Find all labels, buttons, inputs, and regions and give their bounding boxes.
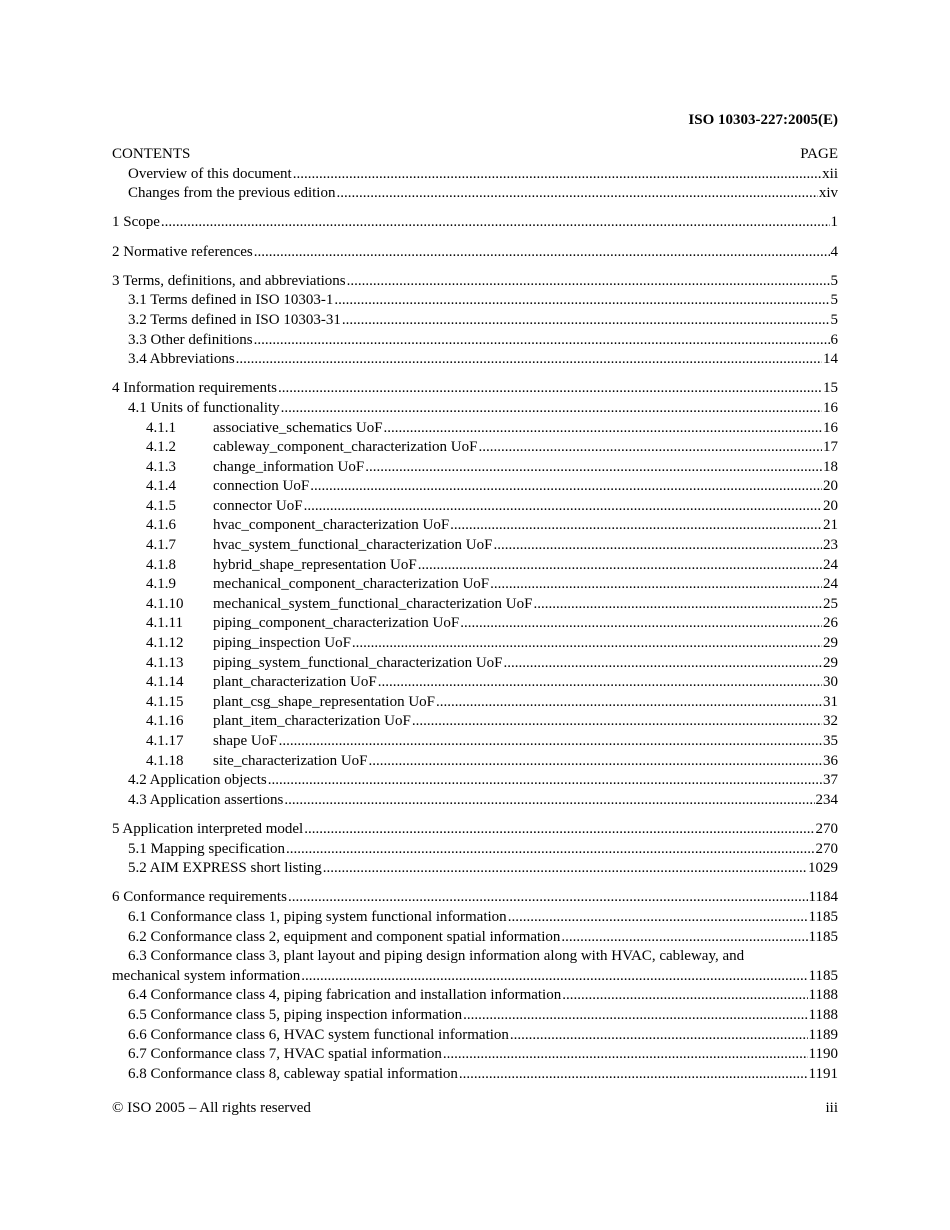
toc-entry-6-5[interactable]: 6.5 Conformance class 5, piping inspection information ..... 1188	[112, 1006, 838, 1026]
toc-entry-5-1[interactable]: 5.1 Mapping specification ..... 270	[112, 840, 838, 860]
toc-entry-4-2[interactable]: 4.2 Application objects ..... 37	[112, 771, 838, 791]
toc-entry-4[interactable]: 4 Information requirements ..... 15	[112, 379, 838, 399]
toc-entry-6-6[interactable]: 6.6 Conformance class 6, HVAC system functional information ..... 1189	[112, 1026, 838, 1046]
toc-entry-6-4[interactable]: 6.4 Conformance class 4, piping fabrication and installation information ..... 1188	[112, 986, 838, 1006]
toc-entry-uof[interactable]: 4.1.16 plant_item_characterization UoF ..... 32	[112, 712, 838, 732]
toc-entry-uof[interactable]: 4.1.10 mechanical_system_functional_characterization UoF ..... 25	[112, 595, 838, 615]
toc-entry-6-3-line1: 6.3 Conformance class 3, plant layout and piping design information along with HVAC, cableway, and	[128, 948, 745, 965]
copyright-notice: © ISO 2005 – All rights reserved	[112, 1100, 311, 1116]
toc-entry-uof[interactable]: 4.1.4 connection UoF ..... 20	[112, 477, 838, 497]
toc-entry-6[interactable]: 6 Conformance requirements ..... 1184	[112, 888, 838, 908]
table-of-contents	[112, 145, 838, 1084]
toc-entry-uof[interactable]: 4.1.12 piping_inspection UoF ..... 29	[112, 634, 838, 654]
toc-entry-uof[interactable]: 4.1.1 associative_schematics UoF ..... 16	[112, 419, 838, 439]
toc-entry-uof[interactable]: 4.1.11 piping_component_characterization UoF ..... 26	[112, 614, 838, 634]
toc-entry-3-4[interactable]: 3.4 Abbreviations ..... 14	[112, 350, 838, 370]
toc-entry-uof[interactable]: 4.1.15 plant_csg_shape_representation UoF ..... 31	[112, 693, 838, 713]
toc-entry-uof[interactable]: 4.1.8 hybrid_shape_representation UoF ..... 24	[112, 556, 838, 576]
toc-entry-uof[interactable]: 4.1.18 site_characterization UoF ..... 36	[112, 752, 838, 772]
toc-entry-6-3-line2: mechanical system information ..... 1185	[112, 967, 838, 987]
toc-entry-6-7[interactable]: 6.7 Conformance class 7, HVAC spatial information ..... 1190	[112, 1045, 838, 1065]
toc-entry-6-2[interactable]: 6.2 Conformance class 2, equipment and component spatial information ..... 1185	[112, 928, 838, 948]
toc-entry-uof[interactable]: 4.1.3 change_information UoF ..... 18	[112, 458, 838, 478]
toc-entry-uof[interactable]: 4.1.9 mechanical_component_characterization UoF ..... 24	[112, 575, 838, 595]
toc-entry-uof[interactable]: 4.1.5 connector UoF ..... 20	[112, 497, 838, 517]
toc-entry-2[interactable]: 2 Normative references ..... 4	[112, 243, 838, 263]
toc-entry-4-1[interactable]: 4.1 Units of functionality ..... 16	[112, 399, 838, 419]
toc-entry-3-1[interactable]: 3.1 Terms defined in ISO 10303-1 ..... 5	[112, 291, 838, 311]
toc-entry-uof[interactable]: 4.1.2 cableway_component_characterization UoF ..... 17	[112, 438, 838, 458]
toc-header	[112, 145, 838, 165]
toc-entry-changes[interactable]: Changes from the previous edition ..... xiv	[112, 184, 838, 204]
toc-entry-uof[interactable]: 4.1.6 hvac_component_characterization UoF ..... 21	[112, 516, 838, 536]
toc-entry-uof[interactable]: 4.1.13 piping_system_functional_characterization UoF ..... 29	[112, 654, 838, 674]
toc-entry-6-3[interactable]	[112, 947, 838, 986]
toc-entry-6-8[interactable]: 6.8 Conformance class 8, cableway spatial information ..... 1191	[112, 1065, 838, 1085]
page-footer	[112, 1099, 838, 1118]
toc-entry-3-3[interactable]: 3.3 Other definitions ..... 6	[112, 331, 838, 351]
toc-entry-3-2[interactable]: 3.2 Terms defined in ISO 10303-31 ..... 5	[112, 311, 838, 331]
contents-label: CONTENTS	[112, 146, 191, 162]
toc-entry-uof[interactable]: 4.1.7 hvac_system_functional_characterization UoF ..... 23	[112, 536, 838, 556]
toc-entry-6-1[interactable]: 6.1 Conformance class 1, piping system functional information ..... 1185	[112, 908, 838, 928]
page-label: PAGE	[800, 146, 838, 162]
toc-entry-1[interactable]: 1 Scope ..... 1	[112, 213, 838, 233]
toc-entry-overview[interactable]: Overview of this document ..... xii	[112, 165, 838, 185]
toc-entry-4-3[interactable]: 4.3 Application assertions ..... 234	[112, 791, 838, 811]
toc-entry-3[interactable]: 3 Terms, definitions, and abbreviations ..... 5	[112, 272, 838, 292]
document-identifier: ISO 10303-227:2005(E)	[688, 112, 838, 128]
toc-entry-uof[interactable]: 4.1.17 shape UoF ..... 35	[112, 732, 838, 752]
toc-entry-5[interactable]: 5 Application interpreted model ..... 270	[112, 820, 838, 840]
toc-entry-5-2[interactable]: 5.2 AIM EXPRESS short listing ..... 1029	[112, 859, 838, 879]
toc-entry-uof[interactable]: 4.1.14 plant_characterization UoF ..... 30	[112, 673, 838, 693]
page-number: iii	[825, 1100, 838, 1116]
